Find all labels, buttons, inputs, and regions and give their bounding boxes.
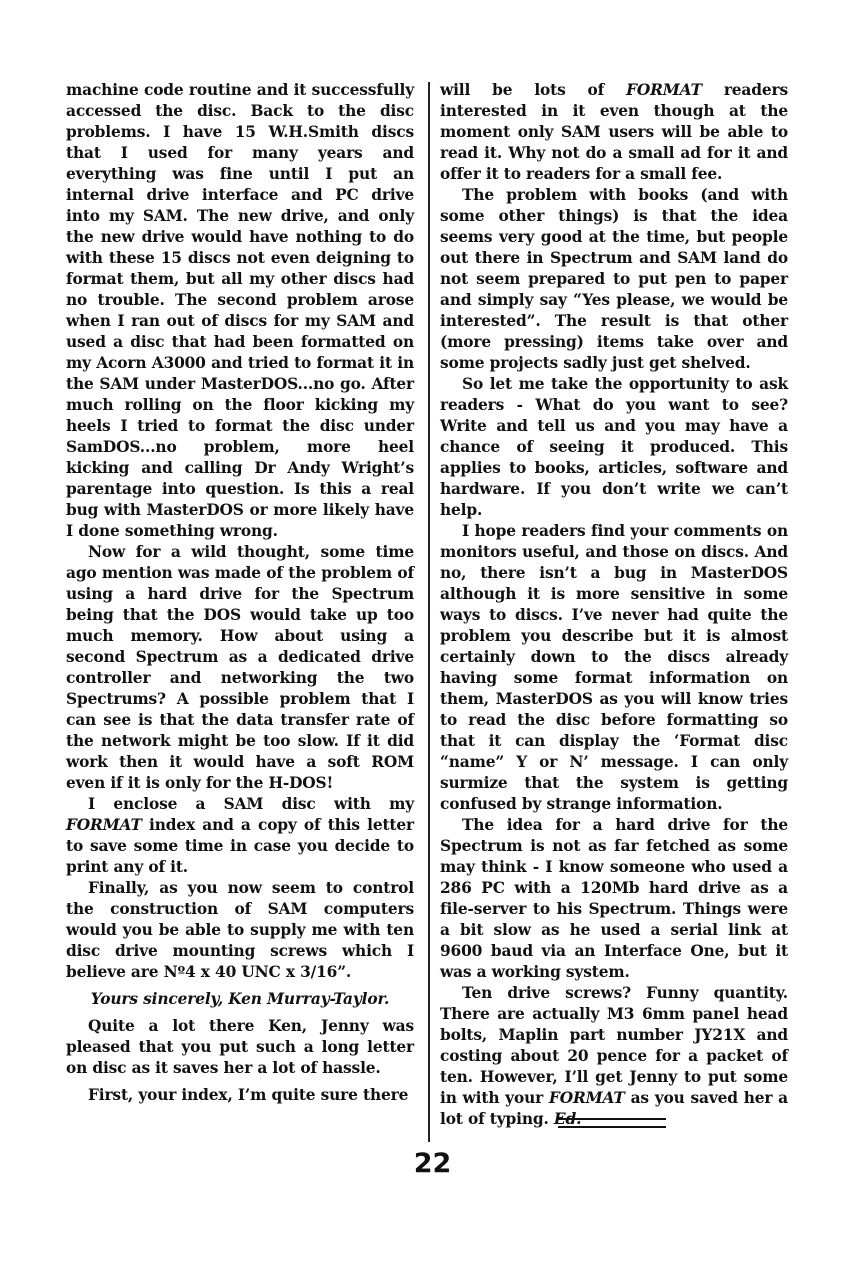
left-paragraph-2: Now for a wild thought, some time ago mention was made of the problem of using a hard drive for the Spectrum being that the DOS would take up too much memory. How about using a second Spectrum as a dedicated drive controller and networking the two Spectrums? A possible problem that I can see is that the data transfer rate of the network might be too slow. If it did work then it would have a soft ROM even if it is only for the H-DOS!	[66, 543, 414, 792]
format-magazine-name: FORMAT	[66, 816, 142, 834]
right-paragraph-6-start: Ten drive screws? Funny quantity. There are actually M3 6mm panel head bolts, Maplin part number JY21X and costing about 20 pence for a packet of ten. However, I’ll get Jenny to put some in with your	[440, 984, 788, 1107]
left-paragraph-1: machine code routine and it successfully accessed the disc. Back to the disc problems. I have 15 W.H.Smith discs that I used for many years and everything was fine until I put an internal drive interface and PC drive into my SAM. The new drive, and only the new drive would have nothing to do with these 15 discs not even deigning to format them, but all my other discs had no trouble. The second problem arose when I ran out of discs for my SAM and used a disc that had been formatted on my Acorn A3000 and tried to format it in the SAM under MasterDOS...no go. After much rolling on the floor kicking my heels I tried to format the disc under SamDOS...no problem, more heel kicking and calling Dr Andy Wright’s parentage into question. Is this a real bug with MasterDOS or more likely have I done something wrong.	[66, 81, 414, 540]
right-paragraph-6-end: as you saved her a lot of typing.	[440, 1089, 788, 1128]
letter-signoff: Yours sincerely, Ken Murray-Taylor.	[90, 990, 390, 1008]
left-paragraph-3-start: I enclose a SAM disc with my	[88, 795, 414, 813]
right-paragraph-1-end: readers interested in it even though at the moment only SAM users will be able to read it. Why not do a small ad for it and offer it to readers for a small fee.	[440, 81, 788, 183]
right-column	[440, 80, 788, 1130]
right-paragraph-3: So let me take the opportunity to ask readers - What do you want to see? Write and tell us and you may have a chance of seeing it produced. This applies to books, articles, software and hardware. If you don’t write we can’t help.	[440, 375, 788, 519]
left-paragraph-6: First, your index, I’m quite sure there	[88, 1086, 409, 1104]
format-magazine-name: FORMAT	[626, 81, 702, 99]
left-paragraph-3-end: index and a copy of this letter to save some time in case you decide to print any of it.	[66, 816, 414, 876]
right-paragraph-2: The problem with books (and with some other things) is that the idea seems very good at the time, but people out there in Spectrum and SAM land do not seem prepared to put pen to paper and simply say “Yes please, we would be interested”. The result is that other (more pressing) items take over and some projects sadly just get shelved.	[440, 186, 788, 372]
left-paragraph-5: Quite a lot there Ken, Jenny was pleased that you put such a long letter on disc as it saves her a lot of hassle.	[66, 1017, 414, 1077]
format-magazine-name: FORMAT	[548, 1089, 625, 1107]
right-paragraph-5: The idea for a hard drive for the Spectrum is not as far fetched as some may think - I know someone who used a 286 PC with a 120Mb hard drive as a file-server to his Spectrum. Things were a bit slow as he used a serial link at 9600 baud via an Interface One, but it was a working system.	[440, 816, 788, 981]
right-paragraph-1-start: will be lots of	[440, 81, 605, 99]
right-paragraph-4: I hope readers find your comments on monitors useful, and those on discs. And no, there isn’t a bug in MasterDOS although it is more sensitive in some ways to discs. I’ve never had quite the problem you describe but it is almost certainly down to the discs already having some format information on them, MasterDOS as you will know tries to read the disc before formatting so that it can display the ‘Format disc “name” Y or N’ message. I can only surmize that the system is getting confused by strange information.	[440, 522, 788, 813]
end-of-article-rule	[558, 1118, 666, 1128]
editor-signoff: Ed.	[553, 1110, 582, 1128]
left-paragraph-3	[66, 794, 414, 878]
left-column	[66, 80, 414, 1106]
column-divider	[428, 82, 430, 1142]
page-number: 22	[413, 1148, 452, 1179]
right-paragraph-6	[440, 983, 788, 1130]
right-paragraph-1	[440, 80, 788, 185]
left-paragraph-4: Finally, as you now seem to control the construction of SAM computers would you be able to supply me with ten disc drive mounting screws which I believe are Nº4 x 40 UNC x 3/16”.	[66, 879, 414, 981]
